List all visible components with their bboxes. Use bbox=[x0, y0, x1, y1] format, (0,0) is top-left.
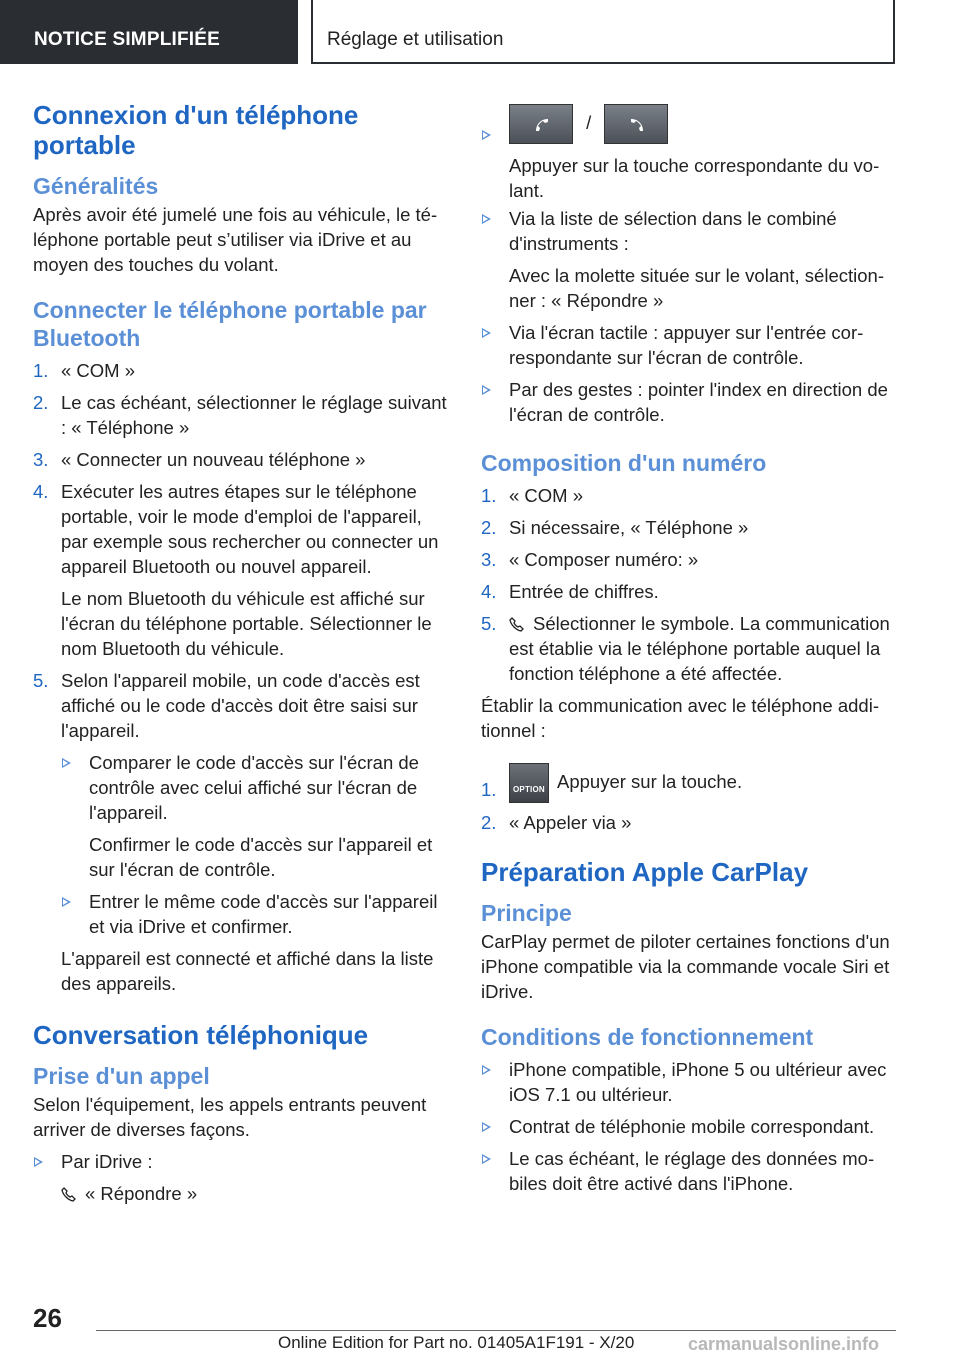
list-item: Via la liste de sélection dans le combiné d'instruments : Avec la molette située sur le volant, sélectionner : « Répondre » bbox=[481, 206, 901, 313]
step-note: Le nom Bluetooth du véhicule est affiché sur l'écran du téléphone portable. Sélectionner le nom Bluetooth du véhicule. bbox=[61, 588, 432, 659]
paragraph-etablir: Établir la communication avec le téléphone additionnel : bbox=[481, 695, 879, 741]
page-number: 26 bbox=[33, 1303, 62, 1333]
chapter-title: NOTICE SIMPLIFIÉE bbox=[34, 29, 221, 50]
paragraph-principe: CarPlay permet de piloter certaines fonctions d'un iPhone compatible via la commande vocale Siri et iDrive. bbox=[481, 931, 890, 1002]
list-item: Le cas échéant, le réglage des données mobiles doit être activé dans l'iPhone. bbox=[481, 1146, 901, 1196]
buttons-note: Appuyer sur la touche correspondante du volant. bbox=[509, 155, 880, 201]
list-item: Entrer le même code d'accès sur l'appareil et via iDrive et confirmer. bbox=[61, 889, 448, 939]
button-separator: / bbox=[586, 111, 592, 133]
heading-generalites: Généralités bbox=[33, 173, 159, 199]
list-item: Via l'écran tactile : appuyer sur l'entrée correspondante sur l'écran de contrôle. bbox=[481, 320, 901, 370]
list-item: 2. Si nécessaire, « Téléphone » bbox=[481, 517, 749, 538]
bullet-note: Confirmer le code d'accès sur l'appareil et sur l'écran de contrôle. bbox=[89, 834, 433, 880]
paragraph-generalites: Après avoir été jumelé une fois au véhicule, le téléphone portable peut s’utiliser via iDrive et au moyen des touches du volant. bbox=[33, 204, 438, 275]
heading-carplay: Préparation Apple CarPlay bbox=[481, 857, 809, 887]
list-item: 3. « Connecter un nouveau téléphone » bbox=[33, 449, 366, 470]
list-item: 3. « Composer numéro: » bbox=[481, 549, 699, 570]
bullet-triangle-icon bbox=[482, 1065, 491, 1075]
list-item: 4. Exécuter les autres étapes sur le téléphone portable, voir le mode d'emploi de l'appareil, par exemple sous rechercher ou connecter un appareil Bluetooth ou nouvel appareil. Le nom Bluetooth du véhicule est affiché sur l'écran du téléphone portable. Sélectionner le nom Bluetooth du véhicule. bbox=[33, 479, 448, 661]
list-item: 1. OPTION Appuyer sur la touche. bbox=[481, 757, 901, 803]
chapter-tab bbox=[0, 0, 298, 64]
bullet-triangle-icon bbox=[62, 897, 71, 907]
section-tab bbox=[311, 0, 895, 64]
footer-divider bbox=[96, 1330, 896, 1331]
list-item: Comparer le code d'accès sur l'écran de contrôle avec celui affiché sur l'écran de l'appareil. Confirmer le code d'accès sur l'appareil et sur l'écran de contrôle. bbox=[61, 750, 448, 882]
list-item: 2. « Appeler via » bbox=[481, 812, 632, 833]
accept-call-button-icon bbox=[509, 104, 573, 144]
list-item: 5. Sélectionner le symbole. La communication est établie via le téléphone portable auquel la fonction téléphone a été affectée. bbox=[481, 613, 890, 684]
list-item: Par des gestes : pointer l'index en direction de l'écran de contrôle. bbox=[481, 377, 901, 427]
step5-after: L'appareil est connecté et affiché dans la liste des appareils. bbox=[61, 948, 434, 994]
option-button-icon: OPTION bbox=[509, 763, 549, 803]
heading-conditions: Conditions de fonctionnement bbox=[481, 1024, 814, 1050]
etablir-steps bbox=[481, 757, 901, 835]
phone-icon bbox=[509, 616, 525, 632]
answer-label: « Répondre » bbox=[85, 1183, 198, 1204]
list-item: Par iDrive : « Répondre » bbox=[33, 1149, 448, 1206]
list-item: Contrat de téléphonie mobile correspondant. bbox=[481, 1114, 901, 1139]
step5-bullets bbox=[61, 750, 448, 939]
watermark: carmanualsonline.info bbox=[688, 1334, 880, 1354]
answer-bullets bbox=[481, 104, 901, 427]
compose-steps bbox=[481, 483, 901, 686]
heading-principe: Principe bbox=[481, 900, 572, 926]
paragraph-prise: Selon l'équipement, les appels entrants peuvent arriver de diverses façons. bbox=[33, 1094, 427, 1140]
list-item: 2. Le cas échéant, sélectionner le réglage suivant : « Téléphone » bbox=[33, 392, 447, 438]
bullet-note: Avec la molette située sur le volant, sélectionner : « Répondre » bbox=[509, 265, 884, 311]
list-item bbox=[481, 104, 901, 203]
list-item: 1. « COM » bbox=[481, 485, 584, 506]
edition-text: Online Edition for Part no. 01405A1F191 - X/20 bbox=[278, 1333, 635, 1352]
section-title: Réglage et utilisation bbox=[327, 29, 504, 50]
bullet-triangle-icon bbox=[482, 214, 491, 224]
bluetooth-steps bbox=[33, 358, 448, 996]
bullet-triangle-icon bbox=[34, 1157, 43, 1167]
list-item: 5. Selon l'appareil mobile, un code d'accès est affiché ou le code d'accès doit être saisi sur l'appareil. Comparer le code d'accès sur l'écran de contrôle avec celui affiché sur l'écran de l'appareil. Confirmer le code d'accès sur l'appareil et sur l'écran de contrôle. Entrer le même code d'accès sur l'appareil et via iDrive et confirmer. L'appareil est connecté et affiché dans la liste des appareils. bbox=[33, 668, 448, 996]
heading-prise: Prise d'un appel bbox=[33, 1063, 210, 1089]
bullet-triangle-icon bbox=[482, 1122, 491, 1132]
prise-bullets bbox=[33, 1149, 448, 1206]
right-column bbox=[481, 104, 901, 1203]
bullet-triangle-icon bbox=[482, 328, 491, 338]
list-item: 4. Entrée de chiffres. bbox=[481, 581, 659, 602]
bullet-triangle-icon bbox=[482, 1154, 491, 1164]
bullet-triangle-icon bbox=[62, 758, 71, 768]
bullet-triangle-icon bbox=[482, 385, 491, 395]
list-item: 1. « COM » bbox=[33, 360, 136, 381]
heading-composition: Composition d'un numéro bbox=[481, 450, 767, 476]
heading-bluetooth: Connecter le téléphone portable par Bluetooth bbox=[33, 297, 427, 351]
phone-icon bbox=[61, 1186, 77, 1202]
list-item: iPhone compatible, iPhone 5 ou ultérieur avec iOS 7.1 ou ultérieur. bbox=[481, 1057, 901, 1107]
heading-conversation: Conversation téléphonique bbox=[33, 1020, 369, 1050]
heading-connexion: Connexion d'un téléphone portable bbox=[33, 100, 359, 160]
left-column bbox=[33, 100, 448, 1213]
bullet-triangle-icon bbox=[482, 130, 491, 140]
end-call-button-icon bbox=[604, 104, 668, 144]
conditions-bullets bbox=[481, 1057, 901, 1196]
